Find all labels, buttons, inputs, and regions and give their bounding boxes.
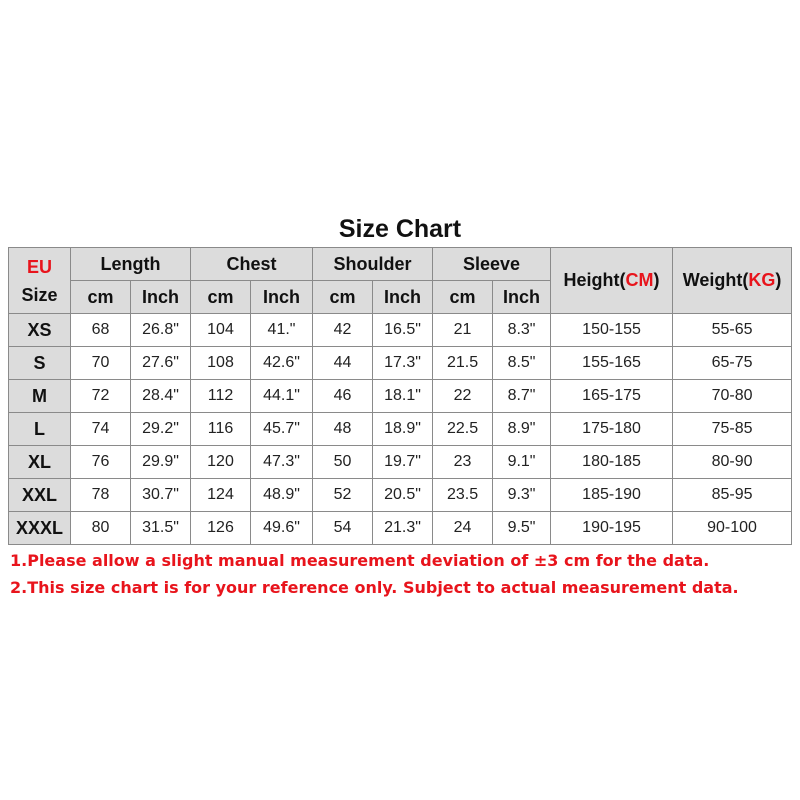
length-cm-header: cm [71, 281, 131, 314]
height-cell: 175-180 [551, 413, 673, 446]
length-inch-cell: 27.6" [131, 347, 191, 380]
length-header: Length [71, 248, 191, 281]
length-inch-cell: 29.9" [131, 446, 191, 479]
sleeve-cm-cell: 22.5 [433, 413, 493, 446]
size-chart-table [8, 247, 792, 545]
chest-cm-cell: 104 [191, 314, 251, 347]
sleeve-inch-header: Inch [493, 281, 551, 314]
weight-cell: 80-90 [673, 446, 792, 479]
sleeve-inch-cell: 9.1" [493, 446, 551, 479]
height-cell: 180-185 [551, 446, 673, 479]
sleeve-inch-cell: 8.5" [493, 347, 551, 380]
length-inch-cell: 29.2" [131, 413, 191, 446]
height-suffix: ) [653, 270, 660, 290]
length-cm-cell: 70 [71, 347, 131, 380]
chest-header: Chest [191, 248, 313, 281]
chest-cm-cell: 112 [191, 380, 251, 413]
chest-inch-cell: 48.9" [251, 479, 313, 512]
table-row [9, 314, 792, 347]
sleeve-cm-cell: 21 [433, 314, 493, 347]
table-row [9, 380, 792, 413]
chest-cm-cell: 126 [191, 512, 251, 545]
size-cell: L [9, 413, 71, 446]
shoulder-inch-cell: 18.9" [373, 413, 433, 446]
weight-prefix: Weight( [682, 270, 749, 290]
chest-inch-cell: 47.3" [251, 446, 313, 479]
sleeve-inch-cell: 8.3" [493, 314, 551, 347]
chest-cm-header: cm [191, 281, 251, 314]
weight-cell: 70-80 [673, 380, 792, 413]
height-cell: 150-155 [551, 314, 673, 347]
weight-unit: KG [748, 270, 776, 290]
shoulder-cm-cell: 52 [313, 479, 373, 512]
length-cm-cell: 76 [71, 446, 131, 479]
chest-cm-cell: 108 [191, 347, 251, 380]
height-header [551, 248, 673, 314]
shoulder-inch-cell: 21.3" [373, 512, 433, 545]
size-cell: XXXL [9, 512, 71, 545]
shoulder-inch-cell: 17.3" [373, 347, 433, 380]
length-cm-cell: 78 [71, 479, 131, 512]
height-cell: 185-190 [551, 479, 673, 512]
sleeve-header: Sleeve [433, 248, 551, 281]
sleeve-cm-cell: 23 [433, 446, 493, 479]
note-1: 1.Please allow a slight manual measurement deviation of ±3 cm for the data. [10, 551, 710, 570]
weight-cell: 85-95 [673, 479, 792, 512]
size-cell: S [9, 347, 71, 380]
weight-cell: 75-85 [673, 413, 792, 446]
height-cell: 190-195 [551, 512, 673, 545]
shoulder-inch-header: Inch [373, 281, 433, 314]
sleeve-cm-header: cm [433, 281, 493, 314]
size-cell: M [9, 380, 71, 413]
length-inch-cell: 30.7" [131, 479, 191, 512]
chest-inch-cell: 41." [251, 314, 313, 347]
sleeve-cm-cell: 22 [433, 380, 493, 413]
table-row [9, 446, 792, 479]
chest-inch-cell: 44.1" [251, 380, 313, 413]
note-2: 2.This size chart is for your reference only. Subject to actual measurement data. [10, 578, 739, 597]
shoulder-cm-cell: 48 [313, 413, 373, 446]
eu-label: EU [26, 256, 52, 277]
shoulder-cm-cell: 42 [313, 314, 373, 347]
sleeve-cm-cell: 23.5 [433, 479, 493, 512]
length-inch-cell: 26.8" [131, 314, 191, 347]
shoulder-inch-cell: 16.5" [373, 314, 433, 347]
height-unit: CM [625, 270, 654, 290]
shoulder-inch-cell: 20.5" [373, 479, 433, 512]
size-cell: XXL [9, 479, 71, 512]
shoulder-cm-cell: 44 [313, 347, 373, 380]
size-label: Size [21, 284, 58, 305]
weight-cell: 90-100 [673, 512, 792, 545]
table-row [9, 512, 792, 545]
length-inch-cell: 31.5" [131, 512, 191, 545]
chest-inch-header: Inch [251, 281, 313, 314]
height-prefix: Height( [563, 270, 626, 290]
shoulder-header: Shoulder [313, 248, 433, 281]
shoulder-cm-cell: 54 [313, 512, 373, 545]
notes-block [10, 547, 790, 601]
shoulder-inch-cell: 19.7" [373, 446, 433, 479]
table-row [9, 479, 792, 512]
eu-size-header [9, 248, 71, 314]
table-row [9, 347, 792, 380]
chest-inch-cell: 42.6" [251, 347, 313, 380]
chest-cm-cell: 120 [191, 446, 251, 479]
chest-inch-cell: 49.6" [251, 512, 313, 545]
sleeve-cm-cell: 21.5 [433, 347, 493, 380]
size-cell: XS [9, 314, 71, 347]
chest-inch-cell: 45.7" [251, 413, 313, 446]
length-cm-cell: 72 [71, 380, 131, 413]
length-inch-cell: 28.4" [131, 380, 191, 413]
length-cm-cell: 80 [71, 512, 131, 545]
shoulder-cm-cell: 46 [313, 380, 373, 413]
table-row [9, 413, 792, 446]
length-inch-header: Inch [131, 281, 191, 314]
chest-cm-cell: 116 [191, 413, 251, 446]
sleeve-inch-cell: 8.9" [493, 413, 551, 446]
height-cell: 155-165 [551, 347, 673, 380]
weight-cell: 55-65 [673, 314, 792, 347]
weight-suffix: ) [775, 270, 782, 290]
page-title: Size Chart [338, 215, 462, 243]
weight-header [673, 248, 792, 314]
height-cell: 165-175 [551, 380, 673, 413]
shoulder-cm-cell: 50 [313, 446, 373, 479]
length-cm-cell: 74 [71, 413, 131, 446]
weight-cell: 65-75 [673, 347, 792, 380]
sleeve-inch-cell: 9.5" [493, 512, 551, 545]
length-cm-cell: 68 [71, 314, 131, 347]
sleeve-inch-cell: 9.3" [493, 479, 551, 512]
sleeve-cm-cell: 24 [433, 512, 493, 545]
shoulder-cm-header: cm [313, 281, 373, 314]
sleeve-inch-cell: 8.7" [493, 380, 551, 413]
shoulder-inch-cell: 18.1" [373, 380, 433, 413]
header-row-groups [9, 248, 792, 281]
size-cell: XL [9, 446, 71, 479]
chest-cm-cell: 124 [191, 479, 251, 512]
